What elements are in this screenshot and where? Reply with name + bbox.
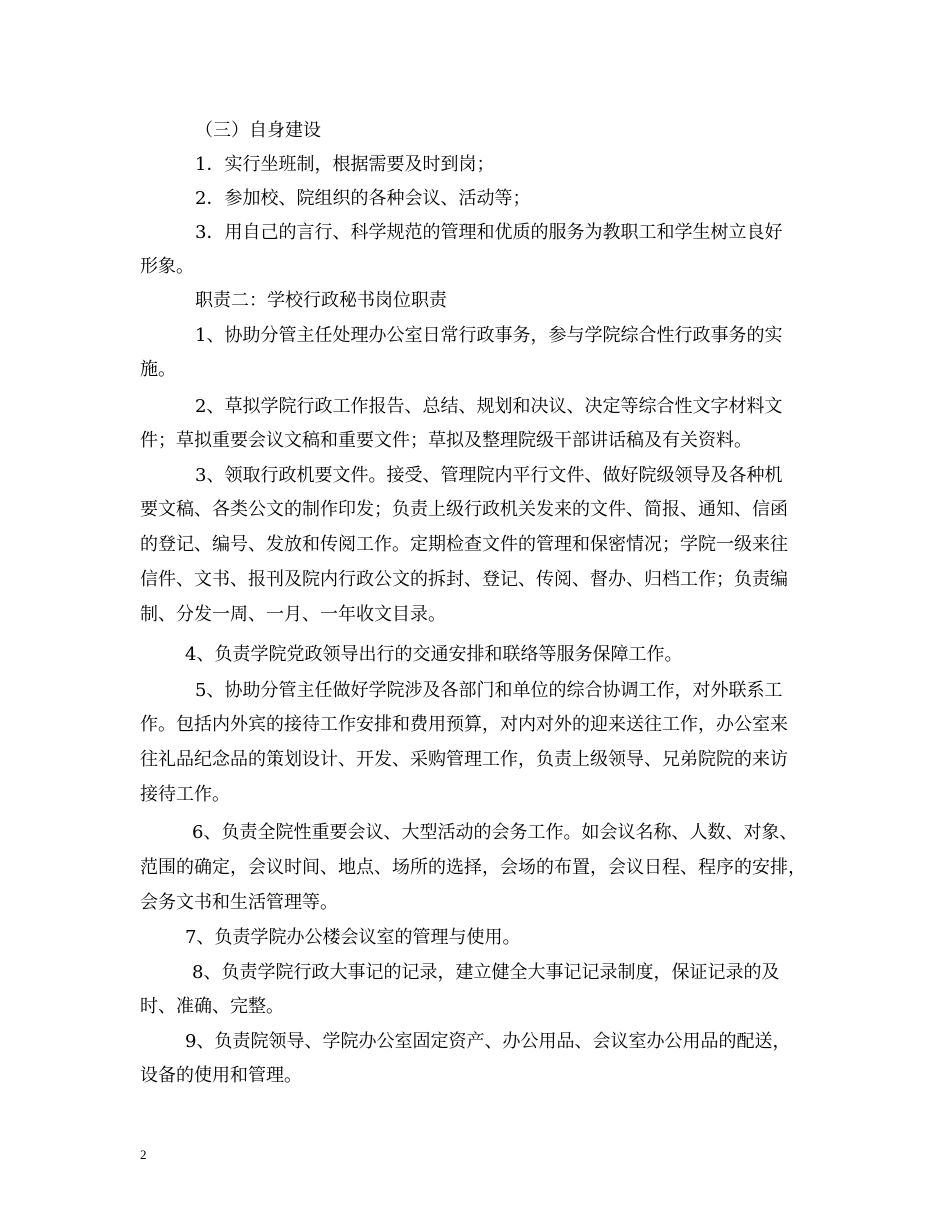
paragraph-line: 形象。 (140, 256, 194, 277)
paragraph-line: 2．参加校、院组织的各种会议、活动等； (195, 188, 531, 209)
paragraph-line: 信件、文书、报刊及院内行政公文的拆封、登记、传阅、督办、归档工作；负责编 (140, 569, 788, 590)
paragraph-line: 会务文书和生活管理等。 (140, 892, 338, 913)
paragraph-line: 7、负责学院办公楼会议室的管理与使用。 (185, 927, 521, 948)
paragraph-line: 1、协助分管主任处理办公室日常行政事务，参与学院综合性行政事务的实 (195, 325, 783, 346)
paragraph-line: 4、负责学院党政领导出行的交通安排和联络等服务保障工作。 (185, 644, 683, 665)
paragraph-line: 范围的确定，会议时间、地点、场所的选择，会场的布置，会议日程、程序的安排， (140, 857, 806, 878)
paragraph-line: 9、负责院领导、学院办公室固定资产、办公用品、会议室办公用品的配送， (185, 1031, 791, 1052)
paragraph-line: 的登记、编号、发放和传阅工作。定期检查文件的管理和保密情况；学院一级来往 (140, 534, 788, 555)
paragraph-line: 制、分发一周、一月、一年收文目录。 (140, 604, 446, 625)
paragraph-line: 设备的使用和管理。 (140, 1065, 302, 1086)
paragraph-line: 3、领取行政机要文件。接受、管理院内平行文件、做好院级领导及各种机 (195, 465, 783, 486)
paragraph-line: 要文稿、各类公文的制作印发；负责上级行政机关发来的文件、简报、通知、信函 (140, 499, 788, 520)
paragraph-line: 时、准确、完整。 (140, 996, 284, 1017)
paragraph-line: 3．用自己的言行、科学规范的管理和优质的服务为教职工和学生树立良好 (195, 222, 783, 243)
section-heading: （三）自身建设 (195, 120, 321, 141)
paragraph-line: 6、负责全院性重要会议、大型活动的会务工作。如会议名称、人数、对象、 (192, 822, 798, 843)
paragraph-line: 往礼品纪念品的策划设计、开发、采购管理工作，负责上级领导、兄弟院院的来访 (140, 749, 788, 770)
paragraph-line: 接待工作。 (140, 784, 230, 805)
page-number: 2 (140, 1147, 147, 1162)
paragraph-line: 件；草拟重要会议文稿和重要文件；草拟及整理院级干部讲话稿及有关资料。 (140, 430, 752, 451)
paragraph-line: 5、协助分管主任做好学院涉及各部门和单位的综合协调工作，对外联系工 (195, 680, 783, 701)
paragraph-line: 2、草拟学院行政工作报告、总结、规划和决议、决定等综合性文字材料文 (195, 396, 783, 417)
paragraph-line: 施。 (140, 359, 176, 380)
paragraph-line: 1．实行坐班制，根据需要及时到岗； (195, 154, 495, 175)
paragraph-line: 8、负责学院行政大事记的记录，建立健全大事记记录制度，保证记录的及 (192, 962, 780, 983)
paragraph-line: 作。包括内外宾的接待工作安排和费用预算，对内对外的迎来送往工作，办公室来 (140, 714, 788, 735)
section-heading: 职责二：学校行政秘书岗位职责 (195, 290, 447, 311)
